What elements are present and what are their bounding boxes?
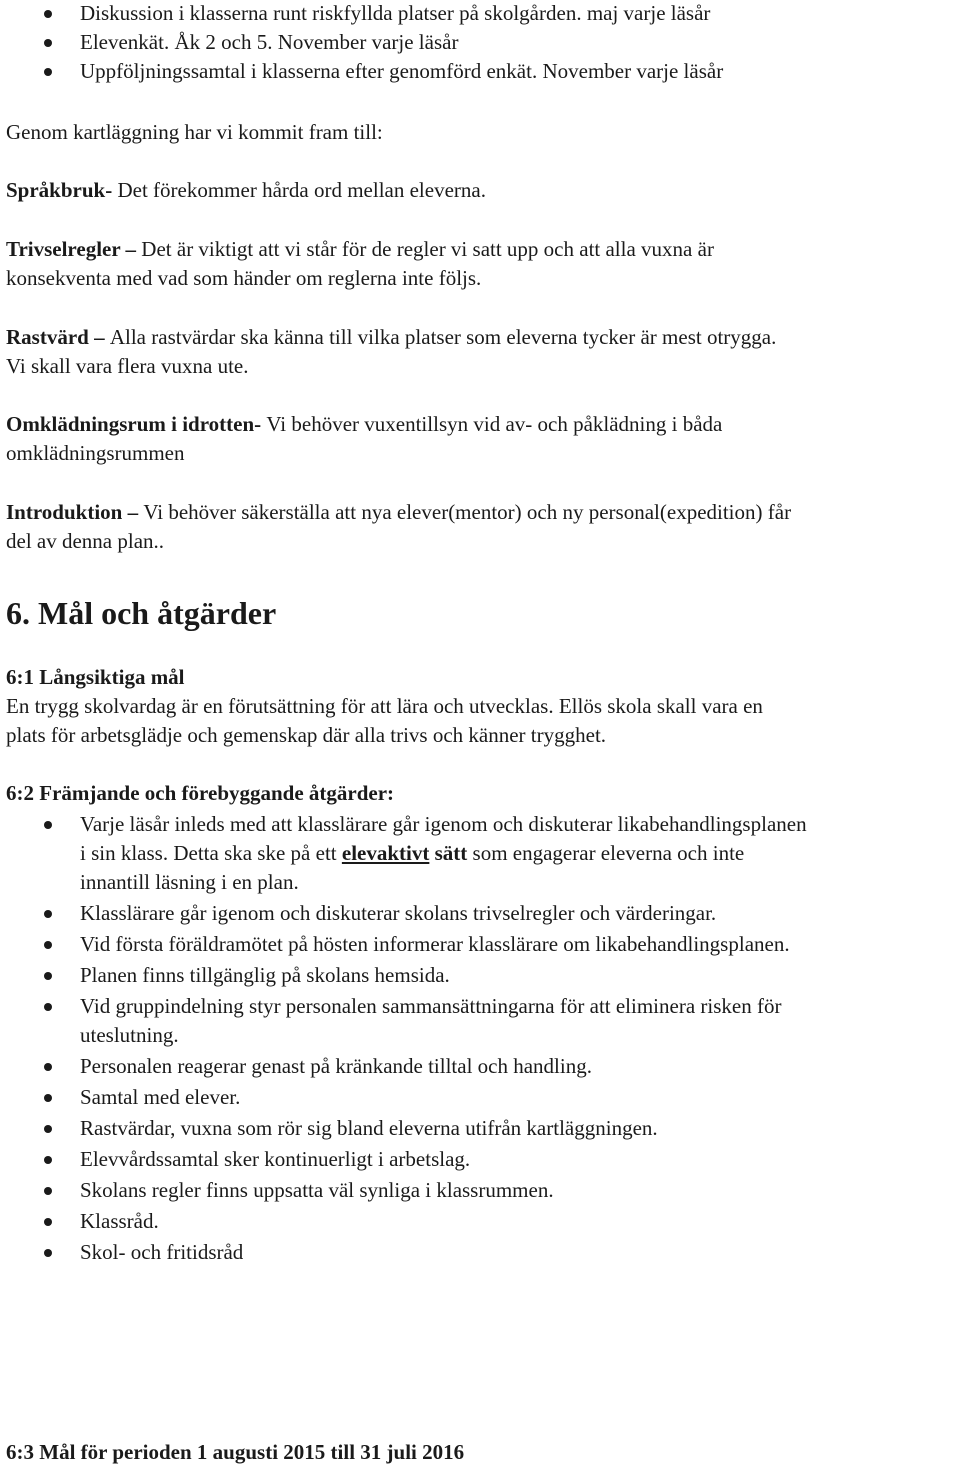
list-item-line: Vid gruppindelning styr personalen sammansättningarna för att eliminera risken för — [80, 994, 782, 1018]
list-item: Diskussion i klasserna runt riskfyllda platser på skolgården. maj varje läsår — [6, 0, 723, 28]
subsection-heading — [6, 779, 394, 808]
list-item: Uppföljningssamtal i klasserna efter genomförd enkät. November varje läsår — [6, 57, 723, 86]
subsection-heading — [6, 1438, 464, 1467]
list-item — [6, 899, 958, 928]
list-item — [6, 1114, 958, 1143]
list-item — [6, 1052, 958, 1081]
finding-text: Vi behöver säkerställa att nya elever(mentor) och ny personal(expedition) får — [143, 500, 792, 524]
list-item-line: innantill läsning i en plan. — [80, 870, 299, 894]
kartlaggning-intro: Genom kartläggning har vi kommit fram till: — [6, 120, 383, 144]
list-item — [6, 1145, 958, 1174]
list-item-text: som engagerar eleverna och inte — [467, 841, 745, 865]
paragraph-line: En trygg skolvardag är en förutsättning för att lära och utvecklas. Ellös skola skall vara en — [6, 694, 763, 718]
paragraph-line: plats för arbetsglädje och gemenskap där alla trivs och känner trygghet. — [6, 723, 607, 747]
finding-sprakbruk — [6, 176, 486, 205]
list-item-line: Varje läsår inleds med att klasslärare går igenom och diskuterar likabehandlingsplanen — [80, 812, 807, 836]
list-item-text: i sin klass. Detta ska ske på ett — [80, 841, 342, 865]
emphasis-bold: sätt — [429, 841, 468, 865]
finding-trivselregler — [6, 235, 714, 293]
list-item — [6, 1176, 958, 1205]
list-item-line: Personalen reagerar genast på kränkande tilltal och handling. — [80, 1054, 592, 1078]
finding-term: Rastvärd – — [6, 325, 110, 349]
finding-omkladningsrum — [6, 410, 722, 468]
measures-list — [6, 810, 958, 1267]
section-heading: 6. Mål och åtgärder — [6, 595, 277, 631]
list-item-line: Samtal med elever. — [80, 1085, 241, 1109]
list-item-line: Planen finns tillgänglig på skolans hemsida. — [80, 963, 450, 987]
emphasis-underlined: elevaktivt — [341, 841, 430, 865]
finding-term: Omklädningsrum i idrotten- — [6, 412, 267, 436]
finding-text: Vi skall vara flera vuxna ute. — [6, 354, 249, 378]
subsection-heading: 6:1 Långsiktiga mål — [6, 665, 185, 689]
subsection-long-term-goals — [6, 663, 763, 750]
subsection-heading-text: 6:2 Främjande och förebyggande åtgärder: — [6, 781, 395, 805]
list-item-line: Klassråd. — [80, 1209, 159, 1233]
list-item-line: Rastvärdar, vuxna som rör sig bland eleverna utifrån kartläggningen. — [80, 1116, 658, 1140]
finding-text: konsekventa med vad som händer om reglerna inte följs. — [6, 266, 482, 290]
list-item-line: Skolans regler finns uppsatta väl synliga i klassrummen. — [80, 1178, 554, 1202]
subsection-heading-text: 6:3 Mål för perioden 1 augusti 2015 till 31 juli 2016 — [6, 1440, 465, 1464]
finding-term: Språkbruk- — [6, 178, 113, 202]
list-item-line: Skol- och fritidsråd — [80, 1240, 244, 1264]
finding-term: Introduktion – — [6, 500, 144, 524]
finding-text: del av denna plan.. — [6, 529, 165, 553]
finding-text: Alla rastvärdar ska känna till vilka platser som eleverna tycker är mest otrygga. — [109, 325, 777, 349]
finding-text: Det är viktigt att vi står för de regler vi satt upp och att alla vuxna är — [141, 237, 714, 261]
list-item-line: Klasslärare går igenom och diskuterar skolans trivselregler och värderingar. — [80, 901, 717, 925]
list-item-line: uteslutning. — [80, 1023, 179, 1047]
list-item — [6, 1083, 958, 1112]
finding-text: omklädningsrummen — [6, 441, 185, 465]
finding-term: Trivselregler – — [6, 237, 142, 261]
finding-introduktion — [6, 498, 791, 556]
top-bullet-list — [6, 0, 723, 86]
list-item: Elevenkät. Åk 2 och 5. November varje läsår — [6, 28, 723, 57]
finding-rastvard — [6, 323, 776, 381]
finding-text: Vi behöver vuxentillsyn vid av- och påklädning i båda — [266, 412, 723, 436]
list-item — [6, 992, 958, 1050]
finding-text: Det förekommer hårda ord mellan eleverna. — [112, 178, 486, 202]
list-item-line: Vid första föräldramötet på hösten informerar klasslärare om likabehandlingsplanen. — [80, 932, 790, 956]
list-item — [6, 1207, 958, 1236]
list-item — [6, 810, 958, 897]
list-item-line: Elevvårdssamtal sker kontinuerligt i arbetslag. — [80, 1147, 471, 1171]
list-item — [6, 961, 958, 990]
list-item — [6, 1238, 958, 1267]
list-item — [6, 930, 958, 959]
